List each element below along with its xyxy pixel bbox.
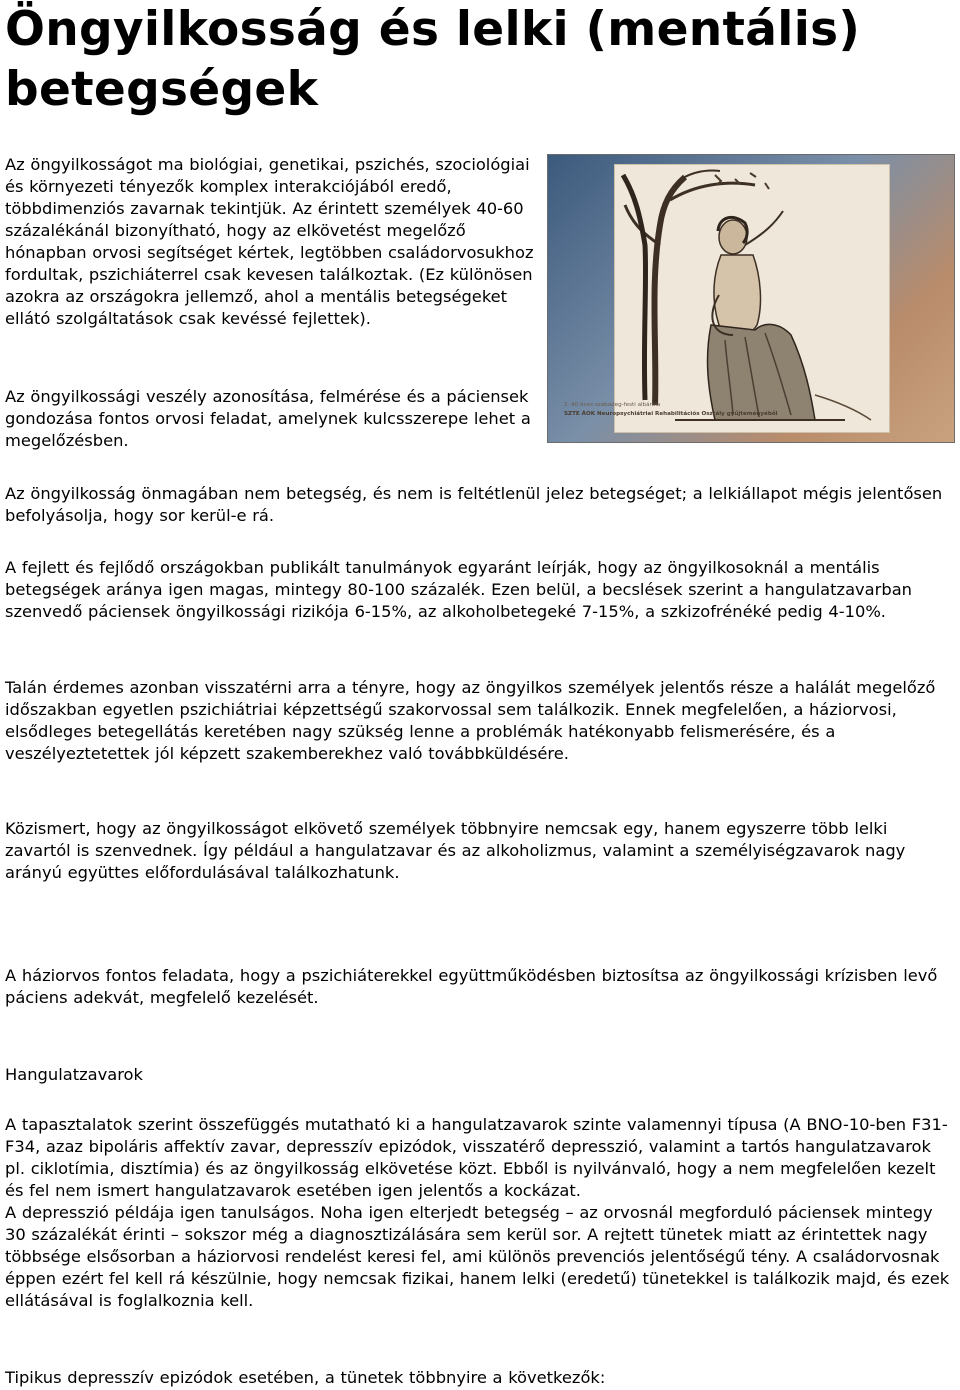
paragraph-8-container <box>5 1114 955 1312</box>
section-heading-container <box>5 1064 955 1086</box>
paragraph-7-container <box>5 965 955 1009</box>
figure-caption-line1: 2. 40 éves szabadeg-festi albárbia <box>564 402 661 408</box>
paragraph: Talán érdemes azonban visszatérni arra a tényre, hogy az öngyilkos személyek jelentős része a halálát megelőző időszakban egyetlen pszichiátriai képzettségű szakorvossal sem találkozik. Ennek megfelelően, a háziorvosi, elsődleges betegellátás keretében nagy szükség lenne a problémák hatékonyabb felismerésére, és a veszélyeztetettek jól képzett szakemberekhez való továbbküldésére. <box>5 678 936 763</box>
engraving-illustration <box>614 164 890 433</box>
paragraph-5-container <box>5 677 955 765</box>
woman-engraving-image <box>615 165 889 432</box>
paragraph: Az öngyilkosságot ma biológiai, genetikai, pszichés, szociológiai és környezeti tényezők komplex interakciójából eredő, többdimenziós zavarnak tekintjük. Az érintett személyek 40-60 százalékánál bizonyítható, hogy az elkövetést megelőző hónapban orvosi segítséget kértek, legtöbben családorvosukhoz fordultak, pszichiáterrel csak kevesen találkoztak. (Ez különösen azokra az országokra jellemző, ahol a mentális betegségeket ellátó szolgáltatások csak kevéssé fejlettek). <box>5 155 534 328</box>
paragraph-1-container <box>5 154 550 330</box>
paragraph: A fejlett és fejlődő országokban publikált tanulmányok egyaránt leírják, hogy az öngyilkosoknál a mentális betegségek aránya igen magas, mintegy 80-100 százalék. Ezen belül, a becslések szerint a hangulatzavarban szenvedő páciensek öngyilkossági rizikója 6-15%, az alkoholbetegeké 7-15%, a szkizofrénéké pedig 4-10%. <box>5 558 912 621</box>
paragraph: Közismert, hogy az öngyilkosságot elkövető személyek többnyire nemcsak egy, hanem egyszerre több lelki zavartól is szenvednek. Így például a hangulatzavar és az alkoholizmus, valamint a személyiségzavarok nagy arányú együttes előfordulásával találkozhatunk. <box>5 819 906 882</box>
figure-caption-line2: SZTE ÁOK Neuropsychiátriai Rehabilitációs Osztály gyűjteményéből <box>564 411 778 417</box>
paragraph: Tipikus depresszív epizódok esetében, a tünetek többnyire a következők: <box>5 1368 606 1387</box>
paragraph: A depresszió példája igen tanulságos. Noha igen elterjedt betegség – az orvosnál megforduló páciensek mintegy 30 százalékát érinti – sokszor még a diagnosztizálására sem kerül sor. A rejtett tünetek miatt az érintettek nagy többsége elsősorban a háziorvosi rendelést keresi fel, ami különös prevenciós jelentőségű tény. A családorvosnak éppen ezért fel kell rá készülnie, hogy nemcsak fizikai, hanem lelki (eredetű) tünetekkel is találkozik majd, és ezek ellátásával is foglalkoznia kell. <box>5 1203 950 1310</box>
paragraph-10-container <box>5 1367 955 1389</box>
paragraph-2-container <box>5 386 550 452</box>
paragraph: A háziorvos fontos feladata, hogy a pszichiáterekkel együttműködésben biztosítsa az öngyilkossági krízisben levő páciens adekvát, megfelelő kezelését. <box>5 966 938 1007</box>
paragraph-4-container <box>5 557 955 623</box>
illustration-frame <box>547 154 955 443</box>
page-title: Öngyilkosság és lelki (mentális) betegségek <box>5 2 861 117</box>
paragraph: Az öngyilkossági veszély azonosítása, felmérése és a páciensek gondozása fontos orvosi feladat, amelynek kulcsszerepe lehet a megelőzésben. <box>5 387 531 450</box>
paragraph: Az öngyilkosság önmagában nem betegség, és nem is feltétlenül jelez betegséget; a lelkiállapot mégis jelentősen befolyásolja, hogy sor kerül-e rá. <box>5 484 943 525</box>
paragraph-3-container <box>5 483 955 527</box>
section-heading: Hangulatzavarok <box>5 1065 143 1084</box>
paragraph-6-container <box>5 818 955 884</box>
paragraph: A tapasztalatok szerint összefüggés mutatható ki a hangulatzavarok szinte valamennyi típusa (A BNO-10-ben F31-F34, azaz bipoláris affektív zavar, depresszív epizódok, visszatérő depresszió, valamint a tartós hangulatzavarok pl. ciklotímia, disztímia) és az öngyilkosság elkövetése közt. Ebből is nyilvánvaló, hogy a nem megfelelően kezelt és fel nem ismert hangulatzavarok esetében igen jelentős a kockázat. <box>5 1115 948 1200</box>
